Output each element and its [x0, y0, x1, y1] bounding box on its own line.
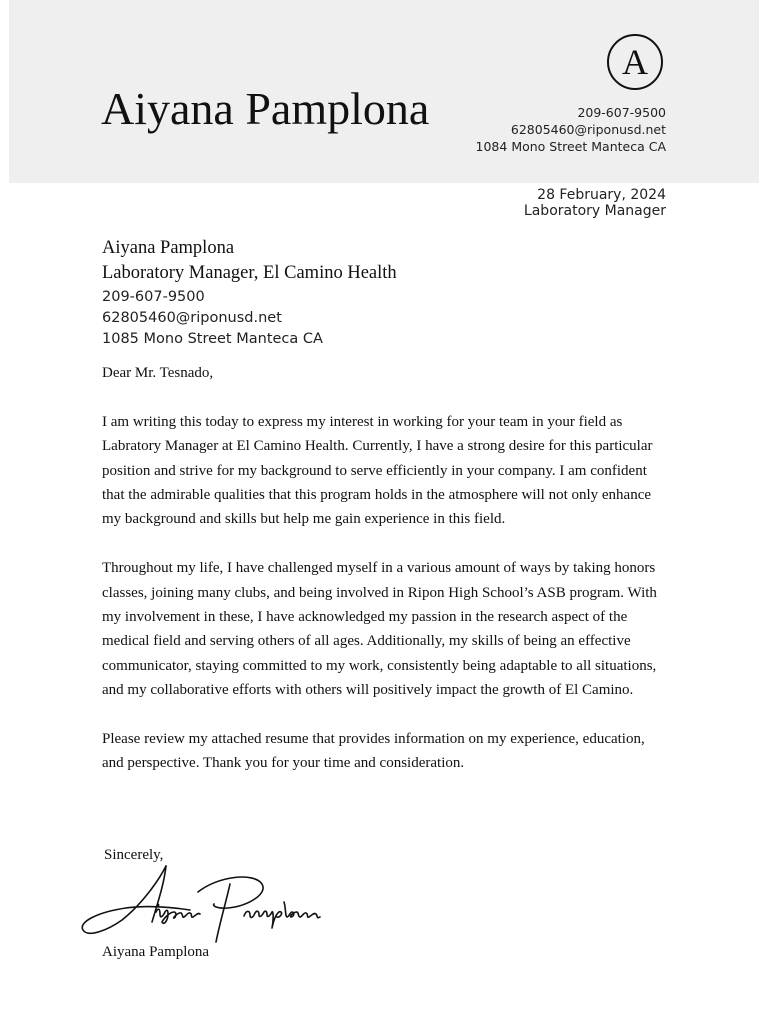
monogram-letter: A [622, 42, 648, 82]
header-name: Aiyana Pamplona [101, 83, 430, 134]
letter-date: 28 February, 2024 [537, 187, 666, 203]
closing: Sincerely, [104, 847, 164, 863]
header-contact [476, 104, 666, 155]
monogram-badge [607, 34, 663, 90]
date-block [524, 187, 666, 219]
header-phone: 209-607-9500 [577, 105, 666, 120]
body-paragraph-1: I am writing this today to express my interest in working for your team in your field as Labratory Manager at El Camino Health. Currently, I have a strong desire for this particular position and strive for my background to serve efficiently in your company. I am confident that the admirable qualities that this program holds in the atmosphere will not only enhance my background and skills but help me gain experience in this field. [102, 413, 653, 528]
position-title: Laboratory Manager [523, 203, 666, 219]
body-paragraph-3: Please review my attached resume that provides information on my experience, education, and perspective. Thank you for your time and consideration. [102, 731, 645, 772]
salutation: Dear Mr. Tesnado, [102, 365, 214, 381]
recipient-address: 1085 Mono Street Manteca CA [102, 331, 323, 347]
signer-name: Aiyana Pamplona [102, 944, 210, 960]
header-address: 1084 Mono Street Manteca CA [475, 139, 666, 154]
recipient-block [102, 236, 397, 350]
recipient-role: Laboratory Manager, El Camino Health [102, 263, 397, 283]
recipient-name: Aiyana Pamplona [102, 238, 235, 258]
body-paragraph-2: Throughout my life, I have challenged myself in a various amount of ways by taking honors classes, joining many clubs, and being involved in Ripon High School’s ASB program. With my involvement in these, I have acknowledged my passion in the research aspect of the medical field and serving others of all ages. Additionally, my skills of being an effective communicator, staying committed to my work, consistently being adaptable to all situations, and my collaborative efforts with others will positively impact the growth of El Camino. [102, 560, 657, 699]
recipient-phone: 209-607-9500 [102, 289, 205, 305]
letter-body [102, 361, 668, 800]
signature-image [78, 862, 328, 944]
header-email: 62805460@riponusd.net [510, 122, 666, 137]
recipient-email: 62805460@riponusd.net [102, 310, 282, 326]
